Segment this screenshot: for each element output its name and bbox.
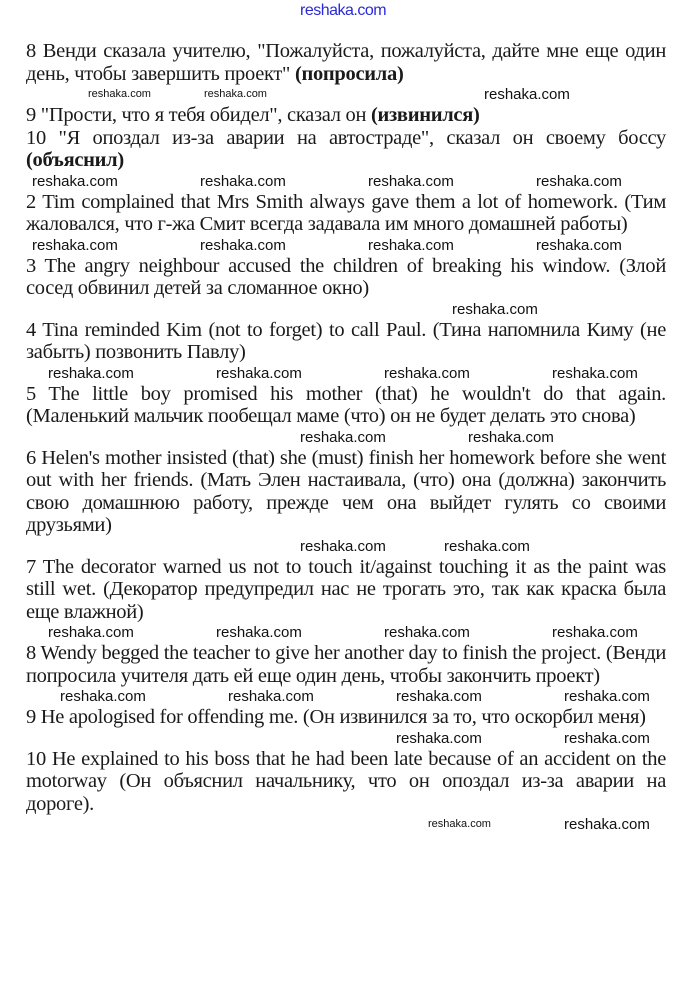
watermark: reshaka.com (484, 86, 570, 103)
paragraph-bold: (попросила) (294, 62, 404, 85)
header-row (0, 0, 700, 40)
answer-5: 5 The little boy promised his mother (that) he wouldn't do that again. (Маленький мальчик пообещал маме (что) он не будет делать это снова) (26, 382, 666, 427)
watermark-row (0, 815, 700, 834)
watermark: reshaka.com (60, 688, 146, 705)
watermark: reshaka.com (564, 688, 650, 705)
watermark: reshaka.com (200, 172, 286, 190)
answer-7: 7 The decorator warned us not to touch it/against touching it as the paint was still wet. (Декоратор предупредил нас не трогать это, так как краска была еще влажной) (26, 555, 666, 623)
answer-4: 4 Tina reminded Kim (not to forget) to call Paul. (Тина напомнила Киму (не забыть) позвонить Павлу) (26, 318, 666, 363)
watermark: reshaka.com (32, 172, 118, 190)
answer-2: 2 Tim complained that Mrs Smith always gave them a lot of homework. (Тим жаловался, что г-жа Смит всегда задавала им много домашней работы) (26, 190, 666, 235)
watermark: reshaka.com (396, 688, 482, 705)
watermark: reshaka.com (368, 172, 454, 190)
watermark: reshaka.com (536, 172, 622, 190)
watermark: reshaka.com (32, 236, 118, 254)
watermark: reshaka.com (48, 364, 134, 382)
watermark: reshaka.com (396, 729, 482, 747)
watermark-row (0, 300, 700, 319)
watermark: reshaka.com (216, 624, 302, 641)
answer-3: 3 The angry neighbour accused the children of breaking his window. (Злой сосед обвинил детей за сломанное окно) (26, 254, 666, 299)
paragraph-text: 10 "Я опоздал из-за аварии на автостраде", сказал он своему боссу (26, 126, 666, 149)
paragraph-text: 9 "Прости, что я тебя обидел", сказал он (26, 104, 371, 126)
watermark: reshaka.com (204, 88, 267, 100)
watermark: reshaka.com (368, 236, 454, 254)
watermark: reshaka.com (300, 537, 386, 555)
watermark-row (0, 172, 700, 191)
answer-9: 9 He apologised for offending me. (Он извинился за то, что оскорбил меня) (26, 706, 646, 728)
paragraph-ru-9 (26, 104, 666, 127)
watermark-row (0, 687, 700, 706)
watermark: reshaka.com (384, 364, 470, 382)
watermark: reshaka.com (444, 537, 530, 555)
answer-10: 10 He explained to his boss that he had been late because of an accident on the motorway (Он объяснил начальнику, что он опоздал из-за аварии на дороге). (26, 747, 666, 815)
answer-6: 6 Helen's mother insisted (that) she (must) finish her homework before she went out with her friends. (Мать Элен настаивала, (что) она (должна) закончить свою домашнюю работу, прежде чем она выйдет гулять со своими друзьями) (26, 446, 666, 536)
watermark: reshaka.com (552, 364, 638, 382)
watermark: reshaka.com (452, 300, 538, 318)
watermark: reshaka.com (468, 428, 554, 446)
watermark-row (0, 537, 700, 556)
paragraph-bold: (объяснил) (26, 149, 124, 171)
watermark: reshaka.com (48, 624, 134, 641)
watermark-row (0, 428, 700, 447)
watermark: reshaka.com (384, 624, 470, 641)
watermark: reshaka.com (536, 236, 622, 254)
paragraph-ru-8 (26, 40, 666, 85)
watermark: reshaka.com (216, 364, 302, 382)
paragraph-text: 8 Венди сказала учителю, "Пожалуйста, пожалуйста, дайте мне еще один день, чтобы завершить проект" (26, 40, 666, 85)
watermark: reshaka.com (552, 624, 638, 641)
watermark: reshaka.com (228, 688, 314, 705)
watermark-row (0, 236, 700, 255)
paragraph-bold: (извинился) (370, 104, 480, 126)
watermark-row (0, 85, 700, 104)
site-watermark-header: reshaka.com (300, 2, 387, 19)
watermark: reshaka.com (428, 818, 491, 830)
watermark-row (0, 364, 700, 383)
watermark: reshaka.com (200, 236, 286, 254)
watermark: reshaka.com (564, 816, 650, 833)
answer-8: 8 Wendy begged the teacher to give her another day to finish the project. (Венди попросила учителя дать ей еще один день, чтобы закончить проект) (26, 642, 666, 687)
watermark: reshaka.com (564, 729, 650, 747)
watermark-row (0, 729, 700, 748)
watermark: reshaka.com (88, 88, 151, 100)
watermark-row (0, 623, 700, 642)
paragraph-ru-10 (26, 127, 666, 172)
watermark: reshaka.com (300, 428, 386, 446)
